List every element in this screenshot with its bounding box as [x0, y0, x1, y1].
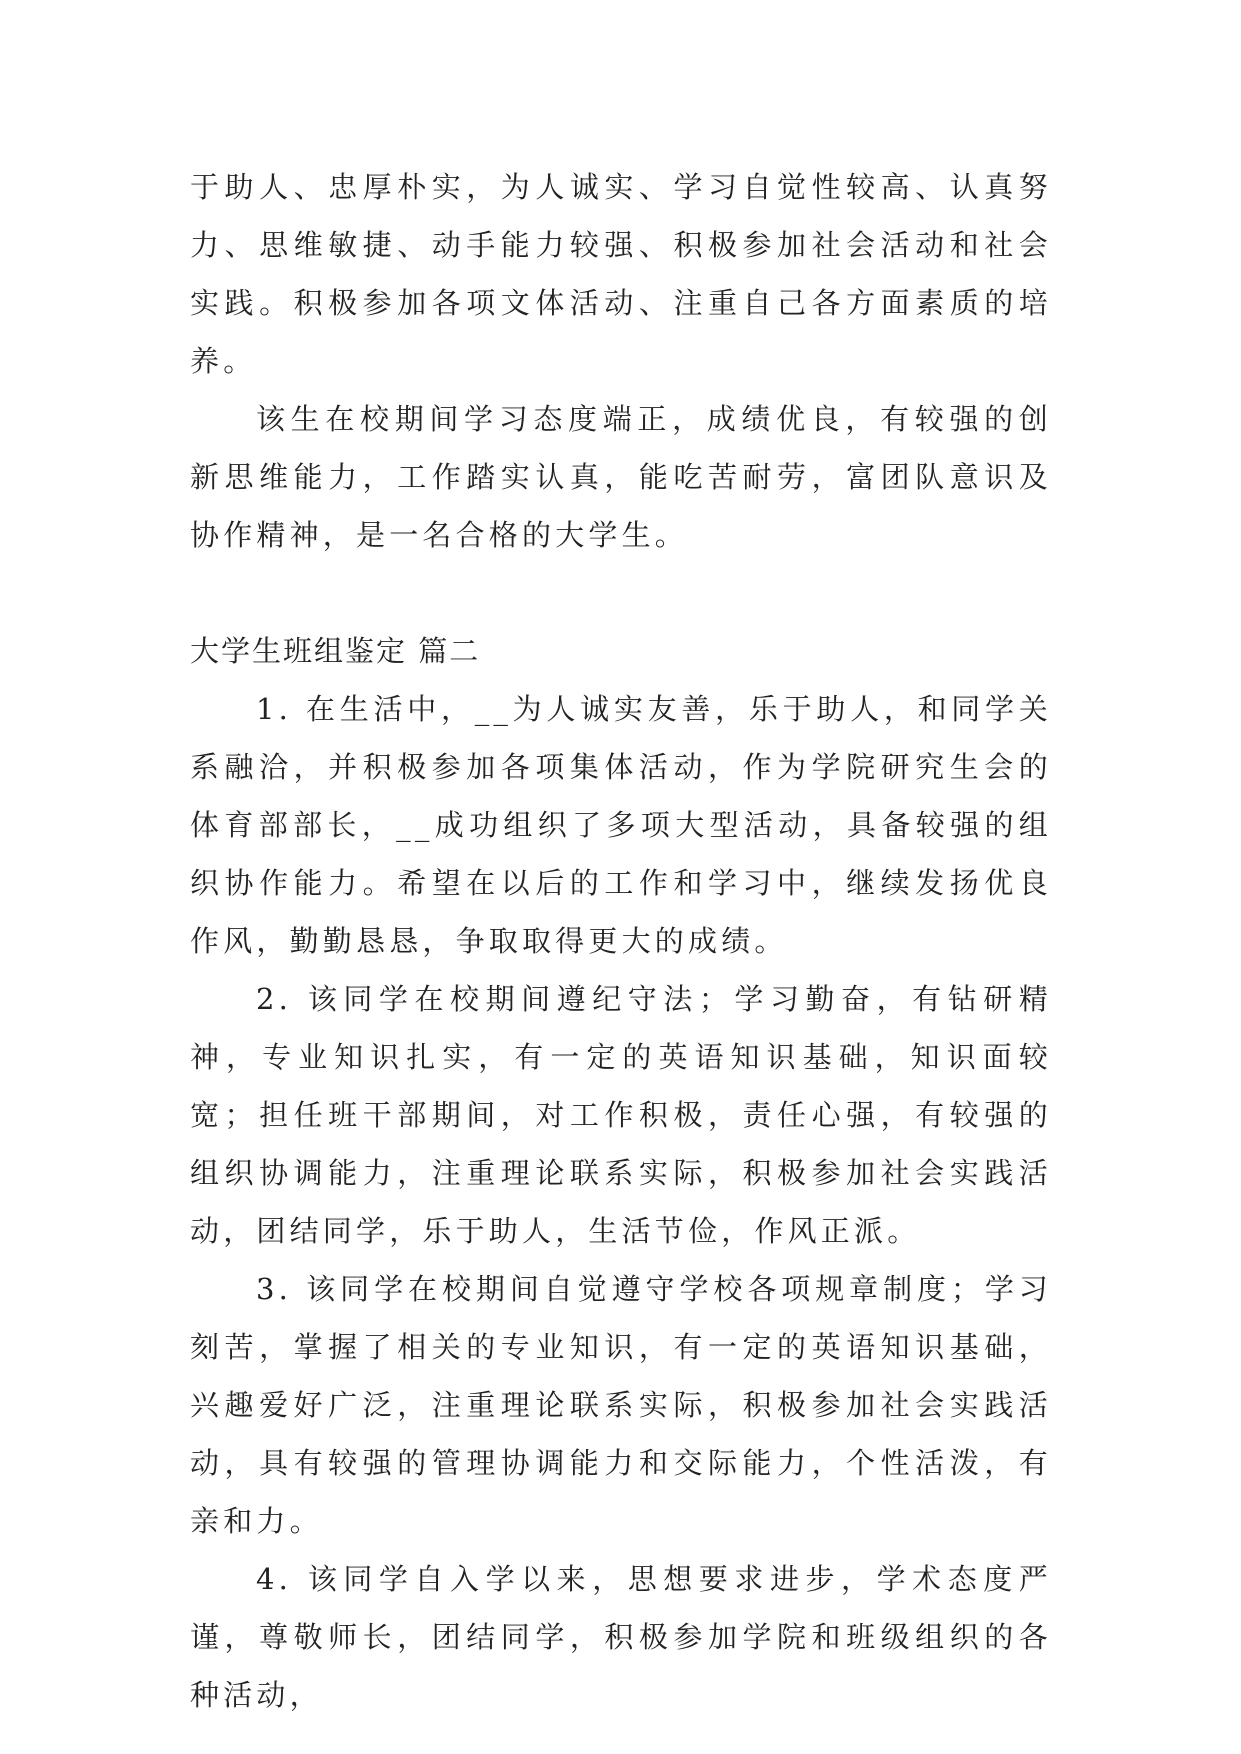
document-body [190, 158, 1052, 1724]
paragraph-item-1: 1. 在生活中，__为人诚实友善，乐于助人，和同学关系融洽，并积极参加各项集体活动，作为学院研究生会的体育部部长，__成功组织了多项大型活动，具备较强的组织协作能力。希望在以后的工作和学习中，继续发扬优良作风，勤勤恳恳，争取取得更大的成绩。 [190, 692, 1052, 958]
section-spacer [190, 564, 1052, 622]
paragraph-item-3: 3. 该同学在校期间自觉遵守学校各项规章制度；学习刻苦，掌握了相关的专业知识，有一定的英语知识基础，兴趣爱好广泛，注重理论联系实际，积极参加社会实践活动，具有较强的管理协调能力和交际能力，个性活泼，有亲和力。 [190, 1272, 1052, 1538]
paragraph-item-4: 4. 该同学自入学以来，思想要求进步，学术态度严谨，尊敬师长，团结同学，积极参加学院和班级组织的各种活动， [190, 1562, 1052, 1712]
paragraph-continued: 于助人、忠厚朴实，为人诚实、学习自觉性较高、认真努力、思维敏捷、动手能力较强、积极参加社会活动和社会实践。积极参加各项文体活动、注重自己各方面素质的培养。 [190, 170, 1052, 378]
paragraph-evaluation-summary: 该生在校期间学习态度端正，成绩优良，有较强的创新思维能力，工作踏实认真，能吃苦耐劳，富团队意识及协作精神，是一名合格的大学生。 [190, 402, 1052, 552]
section-heading: 大学生班组鉴定 篇二 [190, 634, 481, 668]
paragraph-item-2: 2. 该同学在校期间遵纪守法；学习勤奋，有钻研精神，专业知识扎实，有一定的英语知识基础，知识面较宽；担任班干部期间，对工作积极，责任心强，有较强的组织协调能力，注重理论联系实际，积极参加社会实践活动，团结同学，乐于助人，生活节俭，作风正派。 [190, 982, 1052, 1248]
